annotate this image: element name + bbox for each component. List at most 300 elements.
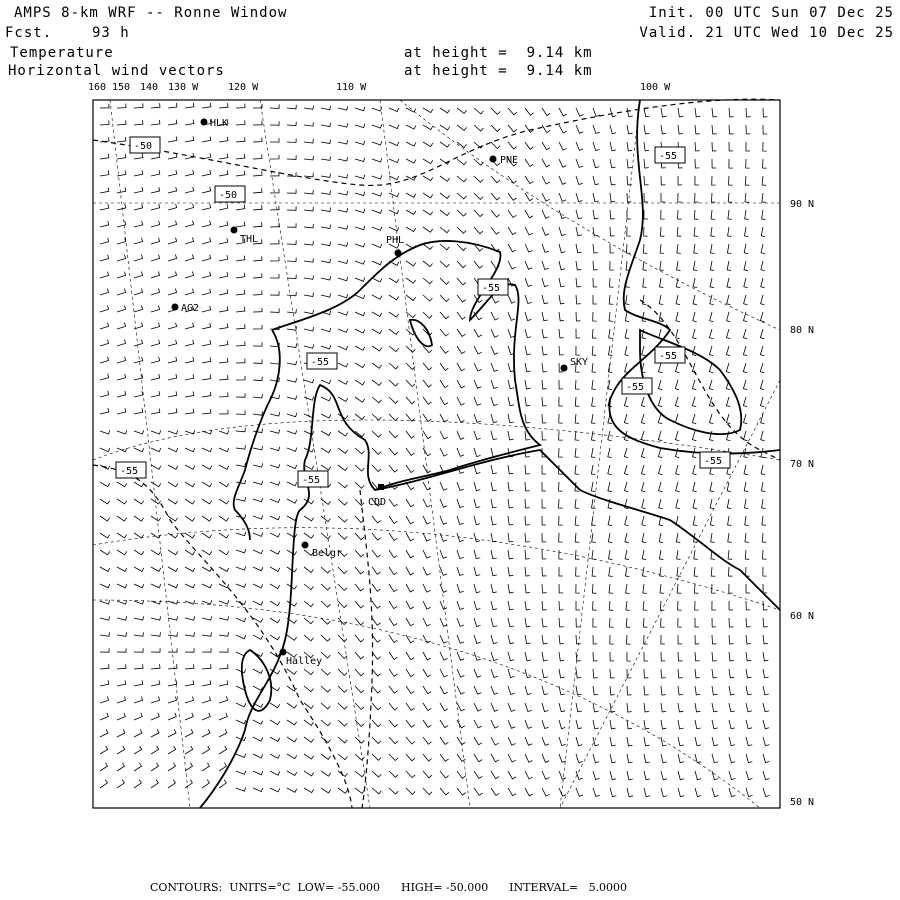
wind-barb — [525, 584, 530, 593]
wind-barb — [712, 686, 717, 695]
wind-barb — [236, 393, 245, 397]
wind-barb — [168, 616, 178, 620]
wind-barb — [457, 550, 464, 559]
wind-barb — [219, 680, 228, 686]
wind-barb — [151, 238, 160, 244]
wind-barb — [542, 261, 549, 270]
wind-barb — [202, 697, 211, 704]
wind-barb — [763, 788, 770, 797]
wind-barb — [457, 516, 464, 525]
wind-barb — [457, 601, 464, 610]
wind-barb — [151, 448, 161, 452]
wind-barb — [627, 108, 633, 117]
wind-barb — [423, 142, 433, 147]
wind-barb — [321, 652, 330, 658]
wind-barb — [168, 272, 177, 279]
wind-barb — [661, 669, 666, 678]
wind-barb — [763, 771, 769, 780]
wind-barb — [168, 584, 178, 588]
wind-barb — [746, 584, 750, 593]
wind-barb — [287, 309, 296, 313]
wind-barb — [661, 176, 665, 185]
wind-barb — [491, 516, 497, 525]
wind-barb — [644, 686, 649, 695]
wind-barb — [100, 516, 110, 521]
wind-barb — [627, 703, 632, 712]
wind-barb — [576, 329, 580, 338]
wind-barb — [712, 720, 718, 729]
wind-barb — [661, 686, 666, 695]
wind-barb — [287, 189, 296, 193]
wind-barb — [678, 635, 682, 644]
wind-barb — [576, 295, 581, 304]
wind-barb — [406, 533, 414, 541]
wind-barb — [185, 482, 195, 487]
wind-barb — [525, 516, 530, 525]
wind-barb — [644, 754, 650, 763]
wind-barb — [575, 465, 579, 474]
wind-barb — [692, 380, 696, 390]
wind-barb — [151, 550, 161, 555]
wind-barb — [508, 737, 515, 745]
wind-barb — [559, 108, 567, 116]
wind-barb — [117, 632, 127, 636]
wind-barb — [202, 340, 211, 346]
wind-barb — [389, 550, 397, 558]
wind-barb — [304, 396, 314, 400]
wind-barb — [525, 414, 530, 423]
wind-barb — [168, 374, 177, 380]
wind-barb — [270, 754, 280, 758]
wind-barb — [202, 648, 211, 652]
wind-barb — [185, 409, 194, 414]
wind-barb — [763, 669, 769, 678]
wind-barb — [474, 210, 483, 217]
wind-barb — [711, 227, 715, 237]
wind-barb — [236, 104, 245, 108]
wind-barb — [474, 550, 480, 559]
wind-barb — [474, 261, 483, 268]
wind-barb — [440, 652, 448, 660]
wind-barb — [728, 210, 732, 219]
wind-barb — [474, 601, 480, 610]
wind-barb — [219, 238, 228, 244]
wind-barb — [117, 516, 127, 521]
wind-barb — [423, 108, 433, 113]
wind-barb — [760, 329, 764, 339]
wind-barb — [745, 176, 749, 185]
wind-barb — [117, 340, 126, 346]
wind-barb — [576, 618, 580, 627]
wind-barb — [168, 409, 177, 415]
wind-barb — [423, 516, 431, 524]
wind-barb — [270, 618, 280, 623]
wind-barb — [641, 465, 645, 475]
wind-barb — [355, 312, 365, 316]
wind-barb — [168, 465, 178, 469]
wind-barb — [576, 142, 583, 150]
wind-barb — [117, 306, 126, 313]
wind-barb — [658, 448, 662, 458]
wind-barb — [304, 122, 313, 126]
wind-barb — [100, 104, 109, 108]
wind-barb — [440, 431, 448, 439]
wind-barb — [678, 601, 682, 610]
wind-barb — [693, 499, 697, 509]
wind-barb — [678, 193, 682, 202]
wind-barb — [100, 448, 110, 452]
wind-barb — [729, 652, 734, 661]
wind-barb — [440, 686, 448, 694]
wind-barb — [372, 788, 381, 794]
longitude-labels — [88, 82, 671, 93]
wind-barb — [491, 431, 497, 440]
wind-barb — [677, 550, 681, 560]
wind-barb — [525, 312, 531, 321]
wind-barb — [270, 206, 279, 210]
wind-barb — [202, 238, 211, 244]
wind-barb — [151, 482, 161, 487]
wind-barb — [659, 499, 663, 509]
wind-barb — [134, 780, 141, 788]
wind-barb — [576, 278, 581, 287]
wind-barb — [355, 635, 364, 642]
wind-barb — [219, 324, 228, 329]
wind-barb — [372, 754, 381, 760]
wind-barb — [525, 193, 533, 201]
wind-barb — [168, 289, 177, 296]
wind-barb — [678, 669, 683, 678]
wind-barb — [593, 210, 599, 219]
island-east — [640, 330, 741, 434]
wind-barb — [491, 380, 498, 389]
wind-barb — [236, 120, 245, 125]
wind-barb — [168, 170, 177, 176]
wind-barb — [592, 414, 596, 424]
wind-barb — [134, 584, 144, 588]
wind-barb — [117, 238, 126, 244]
wind-barb — [151, 584, 161, 588]
wind-barb — [389, 669, 398, 676]
wind-barb — [744, 244, 748, 254]
wind-barb — [627, 210, 631, 219]
wind-barb — [100, 289, 109, 296]
wind-barb — [610, 261, 614, 270]
wind-barb — [440, 737, 448, 744]
field-wind: Horizontal wind vectors — [8, 63, 225, 79]
wind-barb — [321, 448, 331, 453]
wind-barb — [660, 278, 664, 288]
wind-barb — [609, 550, 613, 560]
wind-barb — [608, 465, 612, 475]
wind-barb — [542, 652, 548, 661]
wind-barb — [151, 120, 160, 125]
wind-barb — [542, 465, 546, 474]
wind-barb — [100, 272, 109, 278]
wind-barb — [694, 584, 698, 593]
wind-barb — [304, 516, 314, 521]
wind-barb — [423, 244, 433, 249]
wind-barb — [525, 720, 532, 728]
wind-barb — [508, 193, 517, 200]
wind-barb — [576, 669, 581, 678]
station-label: HLK — [210, 118, 229, 129]
wind-barb — [712, 618, 716, 627]
wind-barb — [304, 275, 314, 279]
wind-barb — [270, 155, 279, 159]
wind-barb — [559, 312, 564, 321]
wind-barb — [660, 567, 664, 577]
wind-barb — [491, 363, 498, 371]
wind-barb — [763, 108, 767, 117]
wind-barb — [559, 346, 564, 355]
island-small — [410, 320, 432, 346]
wind-barb — [202, 448, 212, 452]
wind-barb — [542, 516, 546, 525]
wind-barb — [100, 121, 109, 126]
wind-barb — [763, 159, 767, 168]
wind-barb — [338, 601, 347, 608]
wind-barb — [253, 481, 263, 485]
wind-barb — [287, 139, 296, 143]
wind-barb — [592, 329, 596, 338]
wind-barb — [491, 414, 497, 423]
wind-barb — [423, 414, 431, 422]
wind-barb — [726, 397, 730, 407]
wind-barb — [746, 720, 752, 729]
wind-barb — [508, 227, 516, 235]
wind-barb — [287, 754, 297, 759]
wind-barb — [457, 652, 464, 660]
wind-barb — [151, 632, 161, 636]
forecast-hours: 93 h — [92, 25, 130, 41]
wind-barb — [694, 567, 698, 576]
lat-label-80n: 80 N — [790, 325, 815, 336]
wind-barb — [712, 737, 718, 746]
wind-barb — [270, 223, 279, 227]
wind-barb — [474, 618, 481, 627]
wind-barb — [525, 295, 532, 304]
wind-barb — [406, 618, 414, 626]
contour-label — [655, 347, 685, 363]
wind-barb — [644, 108, 650, 117]
wind-barb — [304, 327, 314, 331]
wind-barb — [525, 244, 532, 252]
wind-barb — [593, 771, 600, 780]
wind-barb — [474, 346, 482, 354]
wind-barb — [676, 465, 680, 475]
wind-barb — [491, 618, 497, 627]
wind-barb — [321, 584, 330, 590]
wind-barb — [134, 763, 142, 771]
wind-barb — [440, 295, 449, 302]
wind-barb — [168, 391, 177, 397]
wind-barb — [338, 294, 348, 298]
wind-barb — [525, 142, 533, 149]
wind-barb — [559, 448, 563, 457]
wind-barb — [677, 584, 681, 593]
wind-barb — [610, 227, 615, 236]
wind-barb — [744, 312, 748, 322]
wind-barb — [338, 191, 348, 195]
wind-barb — [559, 754, 566, 762]
wind-barb — [100, 746, 108, 754]
wind-barb — [270, 121, 279, 125]
wind-barb — [389, 125, 399, 129]
wind-barb — [627, 125, 633, 134]
wind-barb — [389, 635, 397, 643]
wind-barb — [117, 391, 126, 397]
wind-barb — [304, 720, 314, 725]
wind-barb — [542, 499, 546, 508]
wind-barb — [728, 227, 732, 237]
wind-barb — [677, 227, 681, 236]
wind-barb — [338, 363, 348, 367]
wind-barb — [440, 125, 450, 130]
wind-barb — [693, 329, 697, 339]
wind-barb — [372, 465, 381, 472]
wind-barb — [712, 703, 718, 712]
wind-barb — [642, 516, 646, 526]
wind-barb — [695, 737, 701, 746]
wind-barb — [236, 256, 245, 261]
wind-barb — [219, 255, 228, 261]
wind-barb — [627, 635, 631, 644]
valid-time: Valid. 21 UTC Wed 10 Dec 25 — [639, 25, 894, 41]
wind-barb — [712, 771, 718, 780]
wind-barb — [542, 431, 546, 440]
wind-barb — [185, 289, 194, 295]
wind-barb — [389, 329, 399, 334]
wind-barb — [406, 669, 414, 677]
wind-barb — [727, 295, 731, 305]
wind-barb — [338, 208, 348, 212]
wind-barb — [508, 720, 515, 728]
wind-barb — [610, 125, 616, 134]
wind-barb — [236, 341, 245, 346]
wind-barb — [253, 720, 263, 724]
wind-barb — [491, 635, 497, 644]
wind-barb — [440, 261, 449, 267]
wind-barb — [763, 584, 767, 593]
wind-barb — [474, 567, 480, 576]
wind-barb — [253, 446, 263, 450]
wind-barb — [593, 142, 600, 151]
wind-barb — [695, 771, 701, 780]
wind-barb — [338, 277, 348, 281]
wind-barb — [406, 278, 416, 283]
station-belgr — [302, 542, 343, 560]
wind-barb — [134, 170, 143, 176]
wind-barb — [525, 159, 533, 167]
wind-barb — [202, 465, 212, 469]
wind-barb — [253, 121, 262, 125]
wind-barb — [491, 346, 498, 354]
wind-barb — [440, 363, 448, 370]
wind-barb — [202, 746, 210, 754]
wind-barb — [559, 686, 565, 695]
wind-barb — [338, 635, 347, 642]
wind-barb — [609, 601, 613, 610]
wind-barb — [576, 652, 581, 661]
wind-barb — [693, 278, 697, 288]
wind-barb — [440, 414, 448, 422]
wind-barb — [576, 601, 580, 610]
wind-barb — [423, 278, 433, 284]
wind-barb — [253, 737, 263, 741]
wind-barb — [710, 278, 714, 288]
wind-barb — [219, 616, 229, 620]
wind-barb — [709, 397, 713, 407]
wind-barb — [185, 272, 194, 279]
wind-barb — [355, 652, 364, 659]
wind-barb — [168, 632, 178, 636]
wind-barb — [304, 258, 313, 262]
wind-barb — [727, 482, 731, 492]
wind-barb — [423, 380, 432, 387]
svg-text:-55: -55 — [120, 466, 139, 477]
svg-text:-55: -55 — [311, 357, 330, 368]
wind-barb — [608, 482, 612, 492]
wind-barb — [117, 187, 126, 193]
wind-barb — [440, 380, 448, 388]
wind-barb — [219, 763, 227, 771]
wind-barb — [727, 499, 731, 509]
wind-barb — [678, 720, 684, 729]
wind-barb — [729, 669, 734, 678]
wind-barb — [746, 159, 750, 168]
wind-barb — [624, 448, 628, 458]
wind-barb — [423, 227, 433, 232]
wind-barb — [508, 329, 515, 338]
wind-barb — [117, 430, 127, 434]
wind-barb — [287, 550, 297, 555]
wind-barb — [287, 275, 296, 279]
wind-barb — [185, 499, 195, 504]
wind-barb — [591, 431, 595, 441]
wind-barb — [236, 205, 245, 210]
wind-barb — [168, 567, 178, 571]
wind-barb — [202, 409, 211, 414]
wind-barb — [389, 584, 397, 592]
wind-barb — [644, 737, 650, 746]
wind-barb — [117, 729, 125, 737]
wind-barb — [508, 108, 517, 115]
wind-barb — [542, 567, 546, 576]
wind-barb — [661, 703, 666, 712]
wind-barb — [729, 142, 733, 151]
wind-barb — [168, 204, 177, 210]
wind-barb — [355, 107, 365, 111]
wind-barb — [338, 397, 348, 402]
wind-barb — [658, 397, 662, 407]
wind-barb — [185, 392, 194, 398]
wind-barb — [151, 680, 160, 686]
wind-barb — [525, 652, 531, 661]
wind-barb — [287, 720, 297, 725]
wind-barb — [474, 448, 481, 457]
wind-barb — [406, 635, 414, 643]
wind-barb — [711, 567, 715, 576]
wind-barb — [236, 307, 245, 312]
wind-barb — [525, 703, 532, 712]
wind-barb — [542, 703, 548, 712]
wind-barb — [710, 499, 714, 509]
wind-barb — [270, 257, 279, 261]
wind-barb — [117, 664, 126, 669]
wind-barb — [694, 227, 698, 236]
wind-barb — [644, 652, 648, 661]
